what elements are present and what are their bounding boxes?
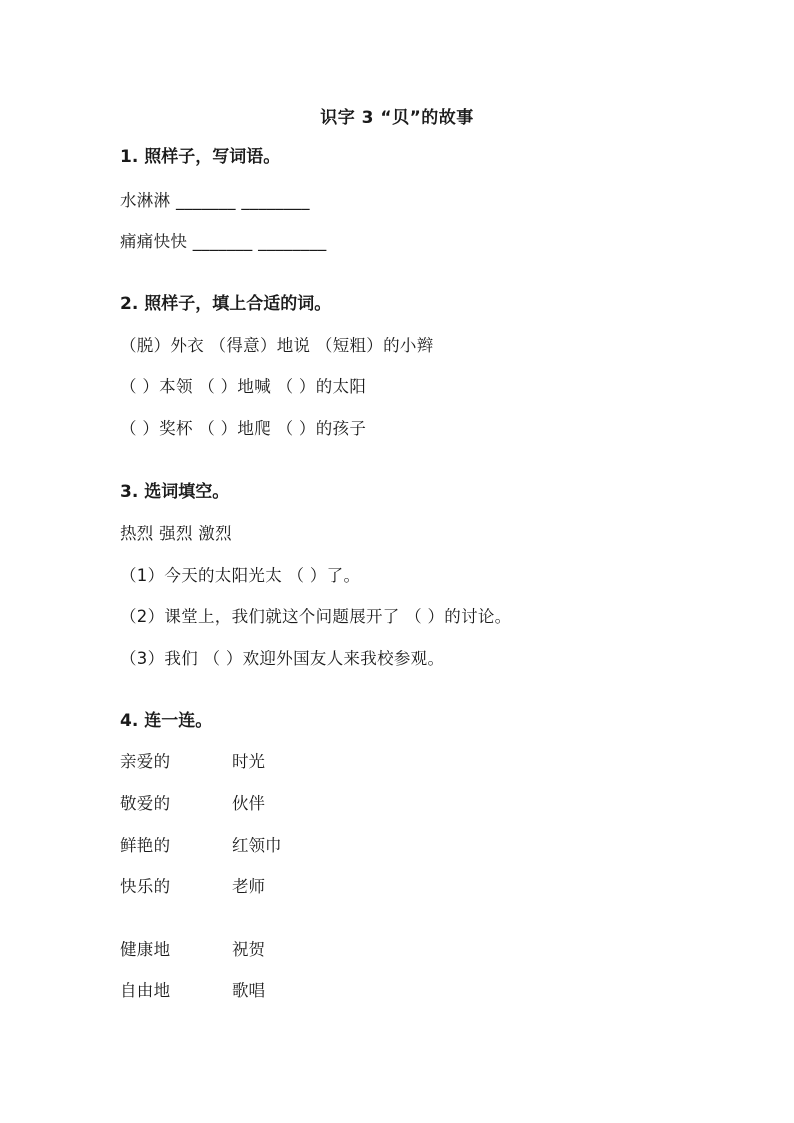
q2-line-1: （脱）外衣 （得意）地说 （短粗）的小辫 xyxy=(120,336,434,355)
q1-line-2: 痛痛快快 _______ ________ xyxy=(120,232,327,251)
q3-sentence-3: （3）我们 （ ）欢迎外国友人来我校参观。 xyxy=(120,649,445,668)
q4-heading: 4. 连一连。 xyxy=(120,711,213,731)
q4-right-item: 时光 xyxy=(232,752,265,771)
q2-line-3: （ ）奖杯 （ ）地爬 （ ）的孩子 xyxy=(120,419,367,438)
q3-heading: 3. 选词填空。 xyxy=(120,482,230,502)
page-title: 识字 3 “贝”的故事 xyxy=(320,108,474,128)
q3-sentence-2: （2）课堂上，我们就这个问题展开了 （ ）的讨论。 xyxy=(120,607,512,626)
q3-word-options: 热烈 强烈 激烈 xyxy=(120,524,232,543)
q4-right-item: 祝贺 xyxy=(232,940,265,959)
q4-left-item: 鲜艳的 xyxy=(120,836,171,855)
q4-left-item: 健康地 xyxy=(120,940,171,959)
q4-right-item: 老师 xyxy=(232,877,265,896)
q4-left-item: 敬爱的 xyxy=(120,794,171,813)
q3-sentence-1: （1）今天的太阳光太 （ ）了。 xyxy=(120,566,361,585)
q1-heading: 1. 照样子，写词语。 xyxy=(120,147,281,167)
q4-left-item: 自由地 xyxy=(120,981,171,1000)
q4-left-item: 亲爱的 xyxy=(120,752,171,771)
q2-line-2: （ ）本领 （ ）地喊 （ ）的太阳 xyxy=(120,377,367,396)
q1-line-1: 水淋淋 _______ ________ xyxy=(120,191,310,210)
q4-right-item: 歌唱 xyxy=(232,981,265,1000)
q4-right-item: 红领巾 xyxy=(232,836,282,855)
q2-heading: 2. 照样子，填上合适的词。 xyxy=(120,294,332,314)
q4-right-item: 伙伴 xyxy=(232,794,265,813)
q4-left-item: 快乐的 xyxy=(120,877,171,896)
